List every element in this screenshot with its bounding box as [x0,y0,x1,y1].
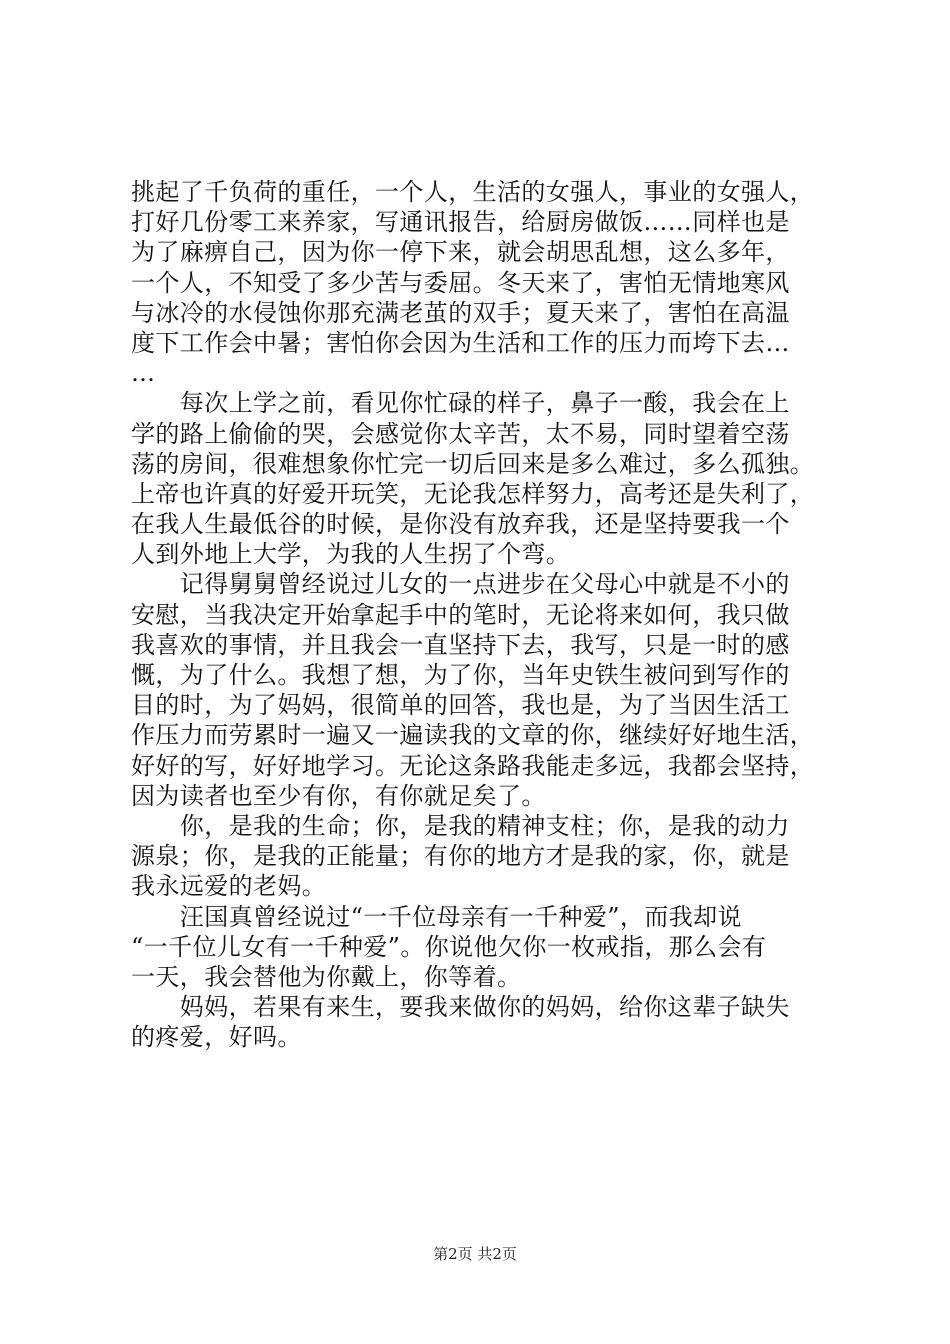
text-line: 度下工作会中暑；害怕你会因为生活和工作的压力而垮下去… [131,328,790,357]
text-line: 为了麻痹自己，因为你一停下来，就会胡思乱想，这么多年， [131,238,790,267]
text-line: 作压力而劳累时一遍又一遍读我的文章的你，继续好好地生活， [131,721,815,750]
text-line: 记得舅舅曾经说过儿女的一点进步在父母心中就是不小的 [131,570,790,599]
text-line: 好好的写，好好地学习。无论这条路我能走多远，我都会坚持， [131,751,815,780]
text-line: 打好几份零工来养家，写通讯报告，给厨房做饭……同样也是 [131,208,790,237]
text-line: 安慰，当我决定开始拿起手中的笔时，无论将来如何，我只做 [131,600,790,629]
text-line: 汪国真曾经说过“一千位母亲有一千种爱”，而我却说 [131,902,742,931]
text-line: … [131,359,156,388]
text-line: 我喜欢的事情，并且我会一直坚持下去，我写，只是一时的感 [131,630,790,659]
text-line: 的疼爱，好吗。 [131,1023,302,1052]
text-line: 在我人生最低谷的时候，是你没有放弃我，还是坚持要我一个 [131,510,790,539]
text-line: 我永远爱的老妈。 [131,872,327,901]
text-line: 一天，我会替他为你戴上，你等着。 [131,962,522,991]
text-line: 荡的房间，很难想象你忙完一切后回来是多么难过，多么孤独。 [131,449,815,478]
text-line: 一个人，不知受了多少苦与委屈。冬天来了，害怕无情地寒风 [131,268,790,297]
text-line: 人到外地上大学，为我的人生拐了个弯。 [131,540,571,569]
text-line: 慨，为了什么。我想了想，为了你，当年史铁生被问到写作的 [131,661,790,689]
text-line: 与冰冷的水侵蚀你那充满老茧的双手；夏天来了，害怕在高温 [131,298,790,327]
text-line: 你，是我的生命；你，是我的精神支柱；你，是我的动力 [131,811,790,840]
text-line: 挑起了千负荷的重任，一个人，生活的女强人，事业的女强人， [131,178,815,206]
page-footer: 第2页 共2页 [433,1245,517,1263]
text-line: 学的路上偷偷的哭，会感觉你太辛苦，太不易，同时望着空荡 [131,419,790,448]
body-text [131,177,831,1052]
text-line: “一千位儿女有一千种爱”。你说他欠你一枚戒指，那么会有 [131,932,767,961]
text-line: 每次上学之前，看见你忙碌的样子，鼻子一酸，我会在上 [131,389,790,418]
text-line: 源泉；你，是我的正能量；有你的地方才是我的家，你，就是 [131,842,790,871]
text-line: 因为读者也至少有你，有你就足矣了。 [131,781,546,810]
text-line: 目的时，为了妈妈，很简单的回答，我也是，为了当因生活工 [131,691,790,720]
text-line: 妈妈，若果有来生，要我来做你的妈妈，给你这辈子缺失 [131,993,790,1022]
text-line: 上帝也许真的好爱开玩笑，无论我怎样努力，高考还是失利了， [131,479,815,508]
